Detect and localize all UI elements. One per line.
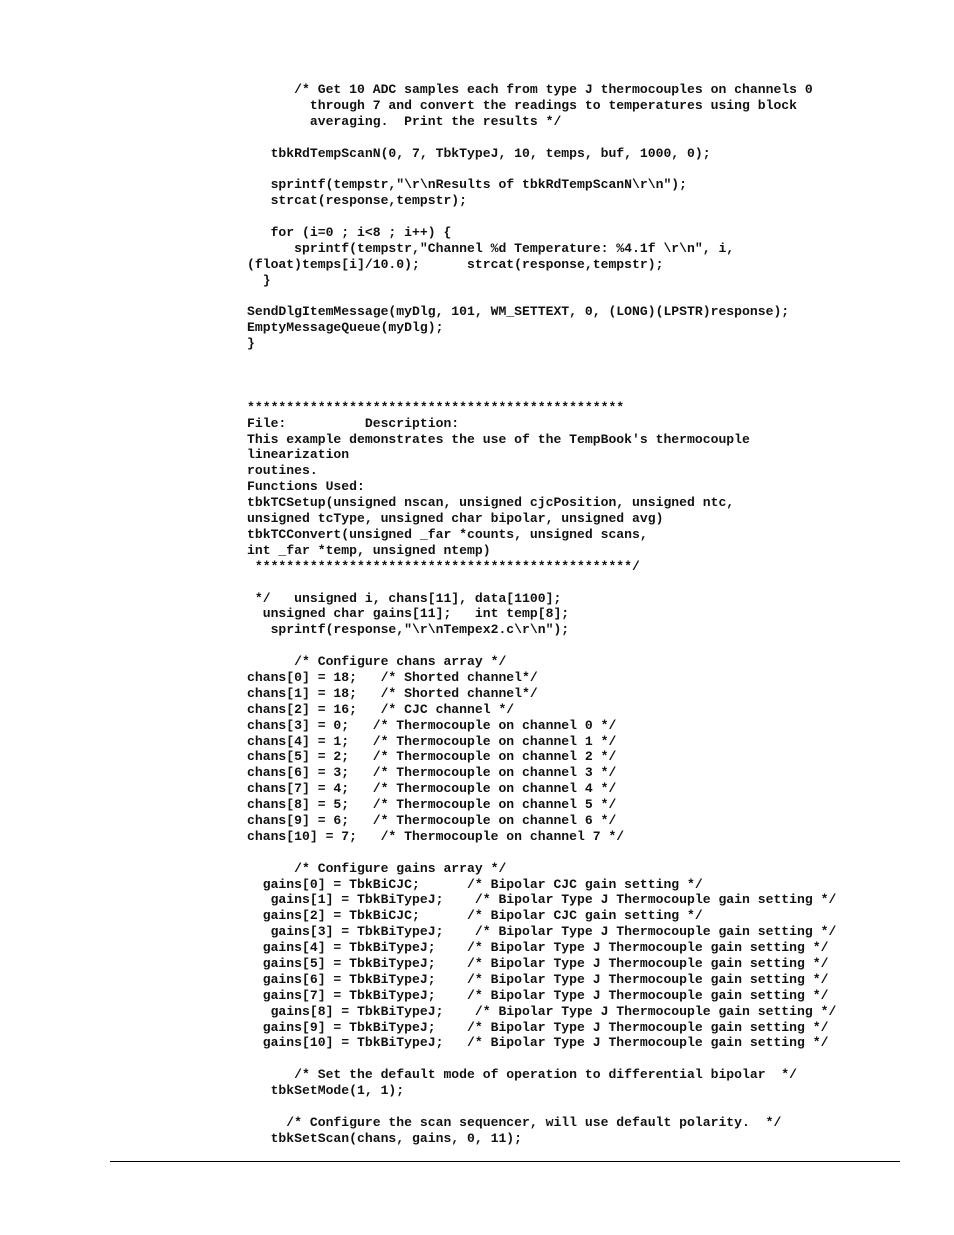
code-line: chans[1] = 18; /* Shorted channel*/ [247, 685, 538, 701]
code-line: gains[1] = TbkBiTypeJ; /* Bipolar Type J Thermocouple gain setting */ [247, 892, 837, 908]
code-line: ************************************************ [247, 399, 625, 415]
code-line [247, 1051, 836, 1067]
code-line: chans[3] = 0; /* Thermocouple on channel 0 */ [247, 717, 617, 733]
code-line: gains[3] = TbkBiTypeJ; /* Bipolar Type J Thermocouple gain setting */ [247, 924, 837, 940]
code-line [247, 289, 836, 305]
code-line: gains[2] = TbkBiCJC; /* Bipolar CJC gain setting */ [247, 908, 703, 924]
code-line: gains[10] = TbkBiTypeJ; /* Bipolar Type J Thermocouple gain setting */ [247, 1035, 829, 1051]
code-line: chans[10] = 7; /* Thermocouple on channel 7 */ [247, 828, 625, 844]
code-line: unsigned char gains[11]; int temp[8]; [247, 606, 570, 622]
code-line: chans[6] = 3; /* Thermocouple on channel 3 */ [247, 765, 617, 781]
code-line: SendDlgItemMessage(myDlg, 101, WM_SETTEXT, 0, (LONG)(LPSTR)response); [247, 304, 790, 320]
code-line [247, 130, 836, 146]
code-line: tbkTCConvert(unsigned _far *counts, unsigned scans, [247, 526, 648, 542]
code-line: chans[4] = 1; /* Thermocouple on channel 1 */ [247, 733, 617, 749]
code-line: } [247, 272, 271, 288]
code-line: tbkSetScan(chans, gains, 0, 11); [247, 1130, 523, 1146]
code-listing [247, 82, 836, 1147]
code-line: /* Set the default mode of operation to differential bipolar */ [247, 1067, 798, 1083]
code-line: gains[4] = TbkBiTypeJ; /* Bipolar Type J Thermocouple gain setting */ [247, 940, 829, 956]
code-line: chans[7] = 4; /* Thermocouple on channel 4 */ [247, 781, 617, 797]
code-line: gains[9] = TbkBiTypeJ; /* Bipolar Type J Thermocouple gain setting */ [247, 1019, 829, 1035]
code-line: gains[7] = TbkBiTypeJ; /* Bipolar Type J Thermocouple gain setting */ [247, 987, 829, 1003]
code-line: for (i=0 ; i<8 ; i++) { [247, 225, 452, 241]
code-line: /* Configure the scan sequencer, will use default polarity. */ [247, 1114, 782, 1130]
code-line: */ unsigned i, chans[11], data[1100]; [247, 590, 562, 606]
code-line: tbkRdTempScanN(0, 7, TbkTypeJ, 10, temps, buf, 1000, 0); [247, 145, 711, 161]
code-line [247, 384, 836, 400]
code-line [247, 845, 836, 861]
code-line: This example demonstrates the use of the TempBook's thermocouple [247, 431, 750, 447]
code-line [247, 575, 836, 591]
code-line: unsigned tcType, unsigned char bipolar, unsigned avg) [247, 511, 664, 527]
code-line: /* Configure gains array */ [247, 860, 507, 876]
code-line: /* Get 10 ADC samples each from type J thermocouples on channels 0 [247, 82, 813, 97]
code-line: gains[5] = TbkBiTypeJ; /* Bipolar Type J Thermocouple gain setting */ [247, 955, 829, 971]
code-line: sprintf(tempstr,"Channel %d Temperature: %4.1f \r\n", i, [247, 240, 735, 256]
code-line [247, 368, 836, 384]
code-line: sprintf(tempstr,"\r\nResults of tbkRdTempScanN\r\n"); [247, 177, 688, 193]
code-line: linearization [247, 447, 350, 463]
code-line: tbkTCSetup(unsigned nscan, unsigned cjcPosition, unsigned ntc, [247, 495, 735, 511]
code-line: EmptyMessageQueue(myDlg); [247, 320, 444, 336]
code-line: chans[0] = 18; /* Shorted channel*/ [247, 669, 538, 685]
code-line [247, 638, 836, 654]
code-line [247, 161, 836, 177]
code-line: routines. [247, 463, 318, 479]
code-line: ************************************************/ [247, 558, 640, 574]
code-line: (float)temps[i]/10.0); strcat(response,tempstr); [247, 256, 664, 272]
code-line: gains[8] = TbkBiTypeJ; /* Bipolar Type J Thermocouple gain setting */ [247, 1003, 837, 1019]
code-line: chans[2] = 16; /* CJC channel */ [247, 701, 515, 717]
code-line [247, 352, 836, 368]
code-line: Functions Used: [247, 479, 365, 495]
code-line: chans[8] = 5; /* Thermocouple on channel 5 */ [247, 797, 617, 813]
code-line: gains[0] = TbkBiCJC; /* Bipolar CJC gain setting */ [247, 876, 703, 892]
code-line: sprintf(response,"\r\nTempex2.c\r\n"); [247, 622, 570, 638]
code-line: through 7 and convert the readings to temperatures using block [247, 97, 798, 113]
code-line: /* Configure chans array */ [247, 654, 507, 670]
code-line: chans[9] = 6; /* Thermocouple on channel 6 */ [247, 812, 617, 828]
code-line [247, 1099, 836, 1115]
code-line [247, 209, 836, 225]
code-line: } [247, 336, 255, 352]
code-line: tbkSetMode(1, 1); [247, 1083, 405, 1099]
code-line: chans[5] = 2; /* Thermocouple on channel 2 */ [247, 749, 617, 765]
code-line: int _far *temp, unsigned ntemp) [247, 542, 491, 558]
code-line: gains[6] = TbkBiTypeJ; /* Bipolar Type J Thermocouple gain setting */ [247, 971, 829, 987]
code-line: averaging. Print the results */ [247, 113, 562, 129]
code-line: strcat(response,tempstr); [247, 193, 468, 209]
footer-rule [110, 1161, 900, 1162]
code-line: File: Description: [247, 415, 460, 431]
